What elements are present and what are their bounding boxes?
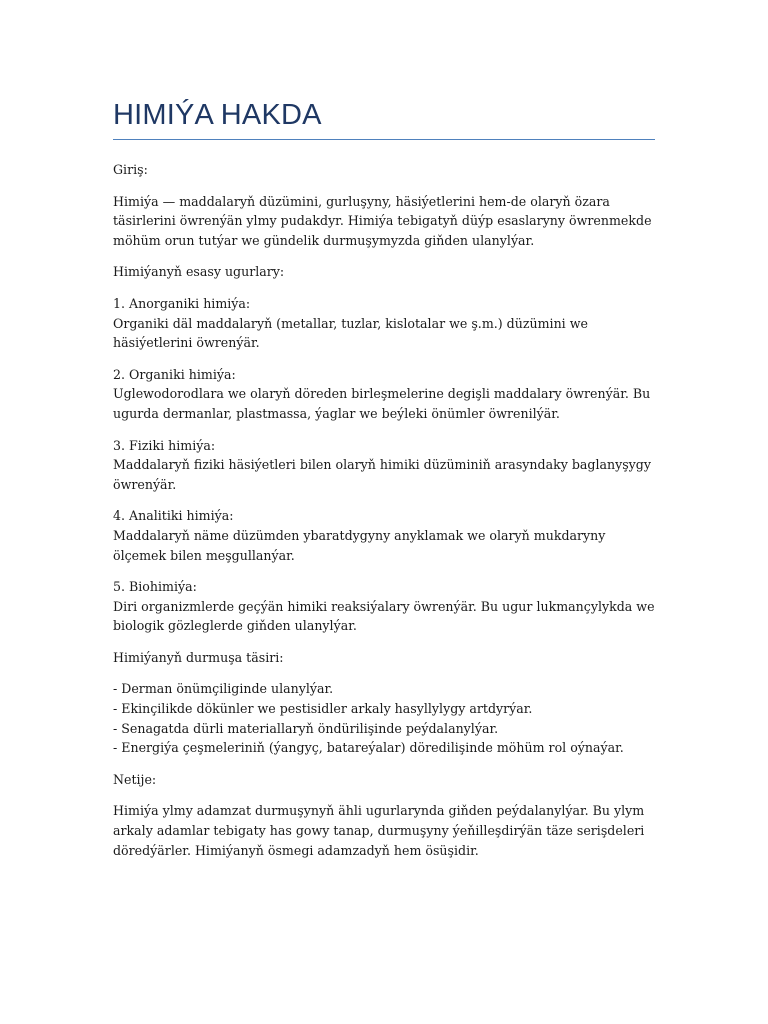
conclusion-paragraph: Himiýa ylmy adamzat durmuşynyň ähli ugurlarynda giňden peýdalanylýar. Bu ylym arkaly adamlar tebigaty has gowy tanap, durmuşyny ýeňilleşdirýän täze serişdeleri döredýärler. Himiýanyň ösmegi adamzadyň hem ösüşidir. (113, 803, 645, 858)
impact-item: - Ekinçilikde dökünler we pestisidler arkaly hasyllylygy artdyrýar. (113, 701, 533, 717)
branch-text: Organiki däl maddalaryň (metallar, tuzlar, kislotalar we ş.m.) düzümini we häsiýetlerini öwrenýär. (113, 315, 588, 351)
branch-text: Diri organizmlerde geçýän himiki reaksiýalary öwrenýär. Bu ugur lukmançylykda we biologik gözleglerde giňden ulanylýar. (113, 598, 655, 634)
document-title: HIMIÝA HAKDA (113, 99, 322, 131)
branch-text: Maddalaryň fiziki häsiýetleri bilen olaryň himiki düzüminiň arasyndaky baglanyşygy öwrenýär. (113, 457, 651, 492)
branch-text: Uglewodorodlara we olaryň döreden birleşmelerine degişli maddalary öwrenýär. Bu ugurda dermanlar, plastmassa, ýaglar we beýleki önümler öwrenilýär. (113, 386, 651, 421)
impact-list (113, 679, 655, 757)
branch-title: 4. Analitiki himiýa: (113, 508, 234, 524)
branch-item (113, 365, 655, 424)
intro-label: Giriş: (113, 162, 148, 177)
branch-title: 3. Fiziki himiýa: (113, 437, 216, 453)
impact-item: - Senagatda dürli materiallaryň öndürilişinde peýdalanylýar. (113, 720, 499, 736)
branch-item (113, 294, 655, 353)
impact-heading: Himiýanyň durmuşa täsiri: (113, 649, 284, 665)
branch-item (113, 436, 655, 495)
conclusion-label: Netije: (113, 771, 157, 787)
branches-heading: Himiýanyň esasy ugurlary: (113, 264, 285, 280)
title-underline (113, 139, 655, 140)
branch-text: Maddalaryň näme düzümden ybaratdygyny anyklamak we olaryň mukdaryny ölçemek bilen meşgullanýar. (113, 527, 606, 563)
branch-item (113, 577, 655, 636)
branch-title: 1. Anorganiki himiýa: (113, 295, 251, 311)
intro-paragraph: Himiýa — maddalaryň düzümini, gurluşyny, häsiýetlerini hem-de olaryň özara täsirlerini öwrenýän ylmy pudakdyr. Himiýa tebigatyň düýp esaslaryny öwrenmekde möhüm orun tutýar we gündelik durmuşymyzda giňden ulanylýar. (113, 193, 652, 248)
document-body (113, 160, 655, 860)
impact-item: - Derman önümçiliginde ulanylýar. (113, 681, 334, 697)
branch-item (113, 506, 655, 565)
impact-item: - Energiýa çeşmeleriniň (ýangyç, batareýalar) döredilişinde möhüm rol oýnaýar. (113, 740, 624, 756)
branch-title: 5. Biohimiýa: (113, 579, 197, 595)
branch-title: 2. Organiki himiýa: (113, 366, 236, 382)
